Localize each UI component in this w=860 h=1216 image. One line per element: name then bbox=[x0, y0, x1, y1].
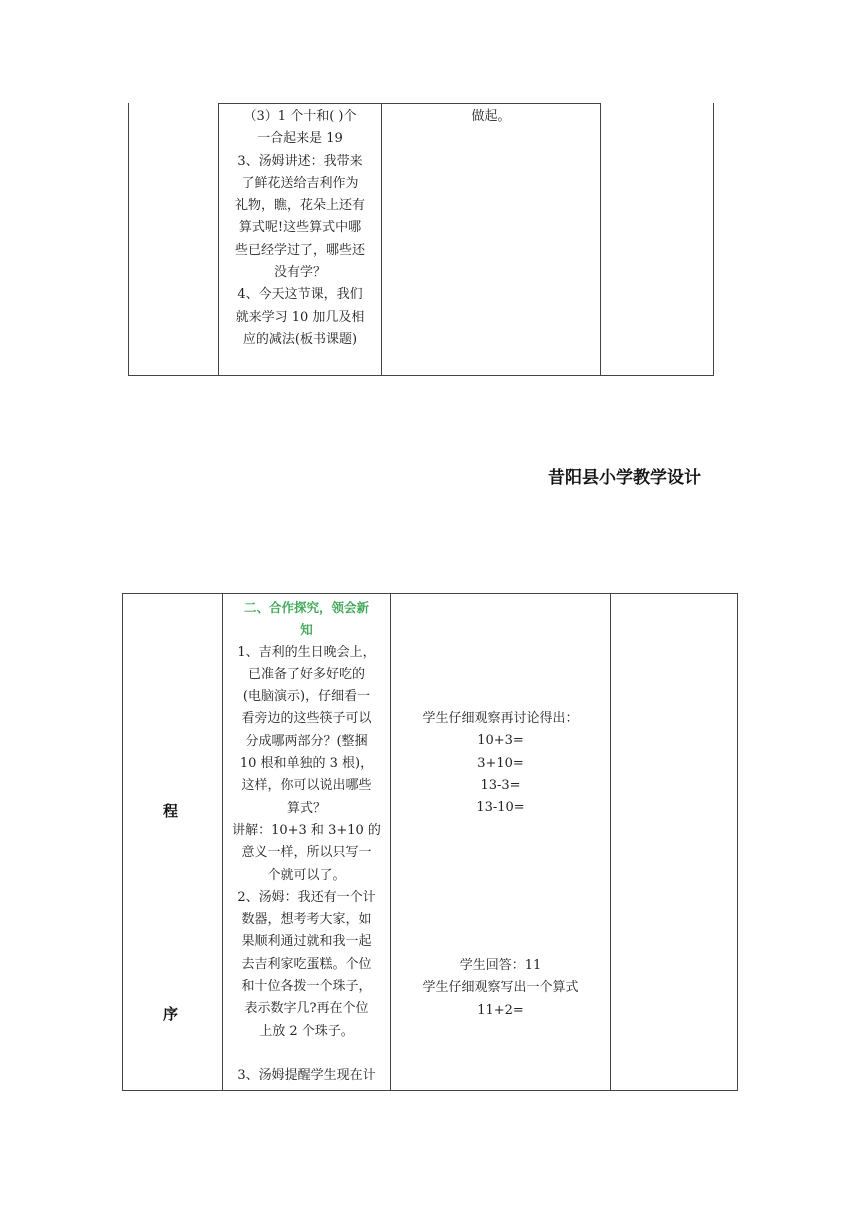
text-line: 些已经学过了，哪些还 bbox=[234, 242, 365, 258]
text-line: 3+10= bbox=[477, 755, 524, 771]
text-line: 一合起来是 19 bbox=[257, 131, 343, 147]
text-line: 算式？ bbox=[286, 800, 326, 816]
table-2-student-group-1 bbox=[391, 708, 610, 819]
table-1-top-rule bbox=[218, 103, 600, 104]
table-2-top-rule bbox=[122, 593, 738, 594]
table-2-border-left bbox=[122, 593, 123, 1090]
text-line: 算式呢!这些算式中哪 bbox=[238, 220, 362, 236]
text-line: 1、吉利的生日晚会上， bbox=[237, 644, 376, 660]
text-line: 意义一样，所以只写一 bbox=[241, 845, 372, 861]
text-line: 分成哪两部分？(整捆 bbox=[245, 733, 368, 749]
text-line: 这样，你可以说出哪些 bbox=[241, 778, 372, 794]
table-1-teacher-cell bbox=[219, 106, 381, 351]
text-line: 13-3= bbox=[480, 777, 521, 793]
text-line: 和十位各拨一个珠子， bbox=[241, 979, 372, 995]
text-line: 4、今天这节课，我们 bbox=[237, 287, 363, 303]
text-line: 表示数字几?再在个位 bbox=[244, 1001, 369, 1017]
text-line: 3、汤姆讲述：我带来 bbox=[237, 153, 363, 169]
section-heading: 知 bbox=[300, 622, 313, 638]
text-line: 果顺利通过就和我一起 bbox=[241, 934, 372, 950]
table-2-bottom-rule bbox=[122, 1090, 738, 1091]
side-label-xu: 序 bbox=[163, 1005, 179, 1023]
table-2-student-group-2 bbox=[391, 955, 610, 1022]
table-1-border-right bbox=[713, 103, 714, 375]
text-line: 个就可以了。 bbox=[267, 867, 346, 883]
text-line: 了鲜花送给吉利作为 bbox=[241, 175, 359, 191]
text-line: （3）1 个十和( )个 bbox=[243, 109, 357, 124]
table-1-divider-3 bbox=[600, 103, 601, 375]
table-1-border-left bbox=[128, 103, 129, 375]
text-line: 11+2= bbox=[477, 1002, 524, 1018]
text-line: 应的减法(板书课题) bbox=[242, 331, 358, 347]
side-label-cheng: 程 bbox=[163, 802, 179, 820]
text-line: 礼物，瞧，花朵上还有 bbox=[234, 198, 365, 214]
text-line: 学生仔细观察写出一个算式 bbox=[422, 980, 579, 996]
table-1-student-cell bbox=[382, 106, 600, 128]
table-2-border-right bbox=[737, 593, 738, 1090]
text-line: 学生回答：11 bbox=[459, 958, 542, 973]
text-line: 2、汤姆：我还有一个计 bbox=[237, 889, 376, 905]
text-line: 去吉利家吃蛋糕。个位 bbox=[241, 956, 372, 972]
table-1-bottom-rule bbox=[128, 375, 714, 376]
section-heading: 二、合作探究，领会新 bbox=[243, 600, 369, 615]
text-line: 看旁边的这些筷子可以 bbox=[241, 711, 372, 727]
table-1-divider-2 bbox=[381, 103, 382, 375]
text-line: 做起。 bbox=[471, 109, 511, 124]
page-title: 昔阳县小学教学设计 bbox=[548, 468, 701, 488]
text-line: 10+3= bbox=[477, 733, 524, 749]
text-line: 13-10= bbox=[476, 800, 525, 816]
text-line: 学生仔细观察再讨论得出： bbox=[422, 711, 579, 726]
table-2-teacher-cell bbox=[223, 597, 390, 1088]
text-line: 数器，想考考大家，如 bbox=[241, 912, 372, 928]
text-line: 就来学习 10 加几及相 bbox=[235, 309, 365, 325]
text-line: 上放 2 个珠子。 bbox=[259, 1023, 354, 1039]
text-line: 3、汤姆提醒学生现在计 bbox=[237, 1068, 376, 1084]
table-2-divider-3 bbox=[610, 593, 611, 1090]
text-line: 已准备了好多好吃的 bbox=[247, 666, 365, 682]
text-line: (电脑演示)，仔细看一 bbox=[242, 689, 371, 705]
text-line: 讲解：10+3 和 3+10 的 bbox=[232, 822, 381, 838]
text-line: 没有学？ bbox=[273, 265, 326, 281]
text-line: 10 根和单独的 3 根)， bbox=[239, 756, 374, 772]
text-line bbox=[223, 1043, 390, 1065]
